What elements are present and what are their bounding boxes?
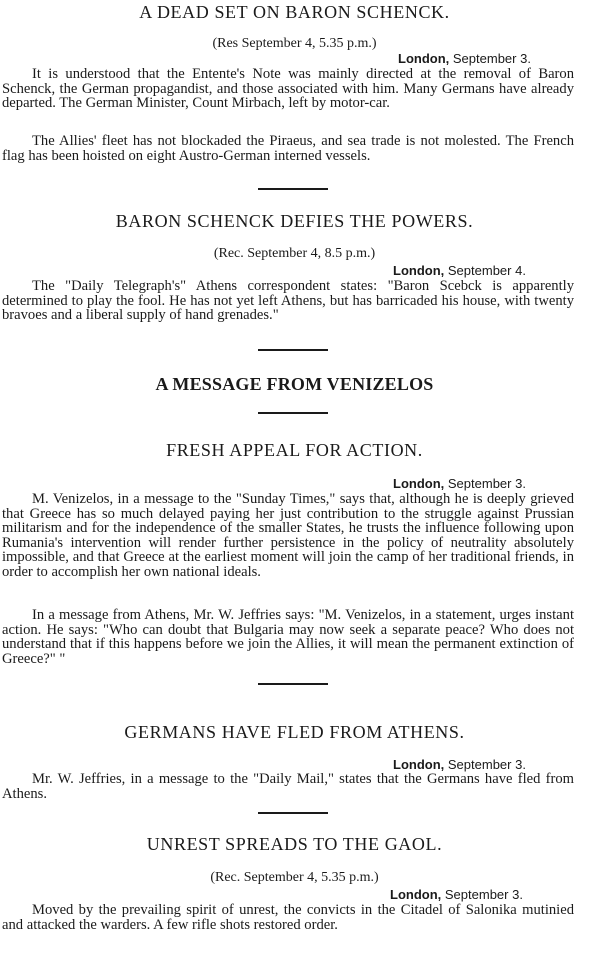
subheadline: FRESH APPEAL FOR ACTION. [166,440,423,460]
section-rule [258,683,328,685]
place-date [393,757,526,772]
place: London, [393,476,445,491]
place-date [390,887,523,902]
date: September 3. [447,757,526,772]
paragraph: M. Venizelos, in a message to the "Sunday Times," says that, although he is deeply grieved that Greece has so much delayed paying her just contribution to the struggle against Prussian militarism and for the independence of the smaller States, he trusts the influence following upon Rumania's intervention will render further persistence in the policy of neutrality absolutely impossible, and that Greece at the earliest moment will join the camp of her traditional friends, in order to accomplish her own national ideals. [2,491,574,580]
date: September 3. [444,887,523,902]
received-dateline: (Rec. September 4, 5.35 p.m.) [210,870,379,885]
place-date [393,263,526,278]
place-date [393,476,526,491]
headline: UNREST SPREADS TO THE GAOL. [146,834,443,854]
paragraph: Moved by the prevailing spirit of unrest, the convicts in the Citadel of Salonika mutinied and attacked the warders. A few rifle shots restored order. [2,902,574,933]
date: September 3. [447,476,526,491]
headline: A DEAD SET ON BARON SCHENCK. [139,2,450,22]
paragraph: In a message from Athens, Mr. W. Jeffries says: "M. Venizelos, in a statement, urges instant action. He says: "Who can doubt that Bulgaria may now seek a separate peace? Who does not understand that if this happens before we join the Allies, it will mean the permanent extinction of Greece?" " [2,607,574,667]
place: London, [393,263,445,278]
section-rule [258,349,328,351]
paragraph: It is understood that the Entente's Note was mainly directed at the removal of Baron Schenck, the German propagandist, and those associated with him. Many Germans have already departed. The German Minister, Count Mirbach, left by motor-car. [2,66,574,112]
date: September 3. [452,51,531,66]
section-rule [258,812,328,814]
date: September 4. [447,263,526,278]
paragraph: The Allies' fleet has not blockaded the Piraeus, and sea trade is not molested. The French flag has been hoisted on eight Austro-German interned vessels. [2,133,574,164]
paragraph: The "Daily Telegraph's" Athens correspondent states: "Baron Scebck is apparently determined to play the fool. He has not yet left Athens, but has barricaded his house, with twenty bravoes and a liberal supply of hand grenades." [2,278,574,324]
paragraph: Mr. W. Jeffries, in a message to the "Daily Mail," states that the Germans have fled from Athens. [2,771,574,802]
place: London, [398,51,450,66]
headline: BARON SCHENCK DEFIES THE POWERS. [115,211,474,231]
place: London, [390,887,442,902]
headline: GERMANS HAVE FLED FROM ATHENS. [124,722,465,742]
place-date [398,51,531,66]
headline: A MESSAGE FROM VENIZELOS [155,374,434,394]
section-rule [258,188,328,190]
headline-rule [258,412,328,414]
received-dateline: (Rec. September 4, 8.5 p.m.) [213,246,376,261]
place: London, [393,757,445,772]
received-dateline: (Res September 4, 5.35 p.m.) [212,36,377,51]
